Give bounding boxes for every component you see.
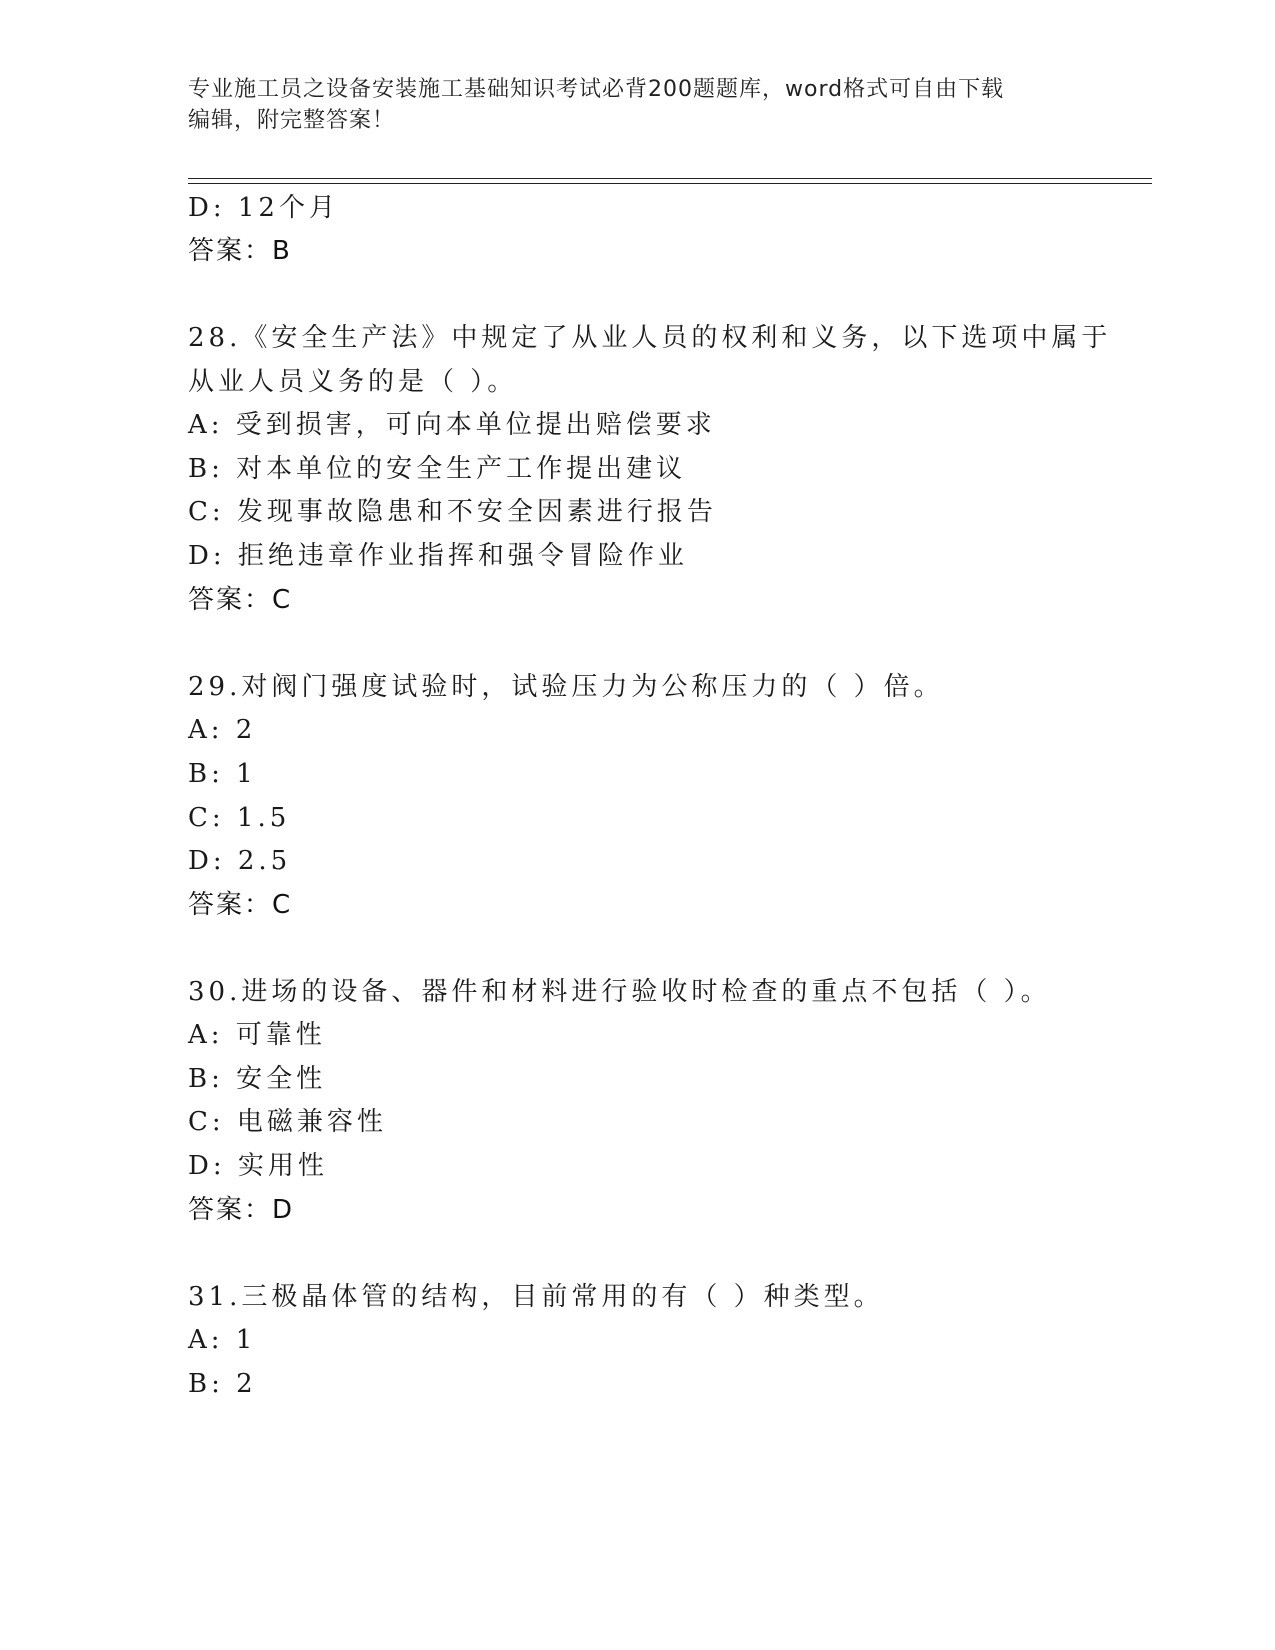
q31-option-b: B: 2: [188, 1369, 257, 1399]
q31-option-a: A: 1: [188, 1325, 257, 1355]
q29-option-c: C: 1.5: [188, 803, 291, 833]
q30-option-a: A: 可靠性: [188, 1020, 326, 1050]
q29-stem: 29.对阀门强度试验时，试验压力为公称压力的（ ）倍。: [188, 672, 944, 702]
q30-option-c: C: 电磁兼容性: [188, 1107, 387, 1137]
q28-stem-line-1: 28.《安全生产法》中规定了从业人员的权利和义务，以下选项中属于: [188, 323, 1112, 353]
prev-answer: 答案：B: [188, 236, 292, 266]
q30-option-b: B: 安全性: [188, 1064, 327, 1094]
q28-stem-line-2: 从业人员义务的是（ ）。: [188, 367, 518, 397]
q28-option-a: A: 受到损害，可向本单位提出赔偿要求: [188, 410, 716, 440]
q29-option-d: D: 2.5: [188, 846, 292, 876]
q29-option-b: B: 1: [188, 759, 257, 789]
prev-option-d: D: 12个月: [188, 193, 339, 223]
q29-option-a: A: 2: [188, 715, 257, 745]
q30-answer: 答案：D: [188, 1195, 295, 1225]
header-line-2: 编辑，附完整答案！: [188, 108, 396, 133]
header-divider-bottom: [188, 183, 1152, 184]
q30-stem: 30.进场的设备、器件和材料进行验收时检查的重点不包括（ ）。: [188, 977, 1051, 1007]
q31-stem: 31.三极晶体管的结构，目前常用的有（ ）种类型。: [188, 1282, 884, 1312]
q28-answer: 答案：C: [188, 585, 293, 615]
header-line-1: 专业施工员之设备安装施工基础知识考试必背200题题库，word格式可自由下载: [188, 77, 1005, 102]
header-divider-top: [188, 178, 1152, 179]
q28-option-d: D: 拒绝违章作业指挥和强令冒险作业: [188, 541, 688, 571]
document-header: [188, 74, 1078, 136]
q29-answer: 答案：C: [188, 890, 293, 920]
q30-option-d: D: 实用性: [188, 1151, 328, 1181]
q28-option-c: C: 发现事故隐患和不安全因素进行报告: [188, 497, 717, 527]
q28-option-b: B: 对本单位的安全生产工作提出建议: [188, 454, 687, 484]
